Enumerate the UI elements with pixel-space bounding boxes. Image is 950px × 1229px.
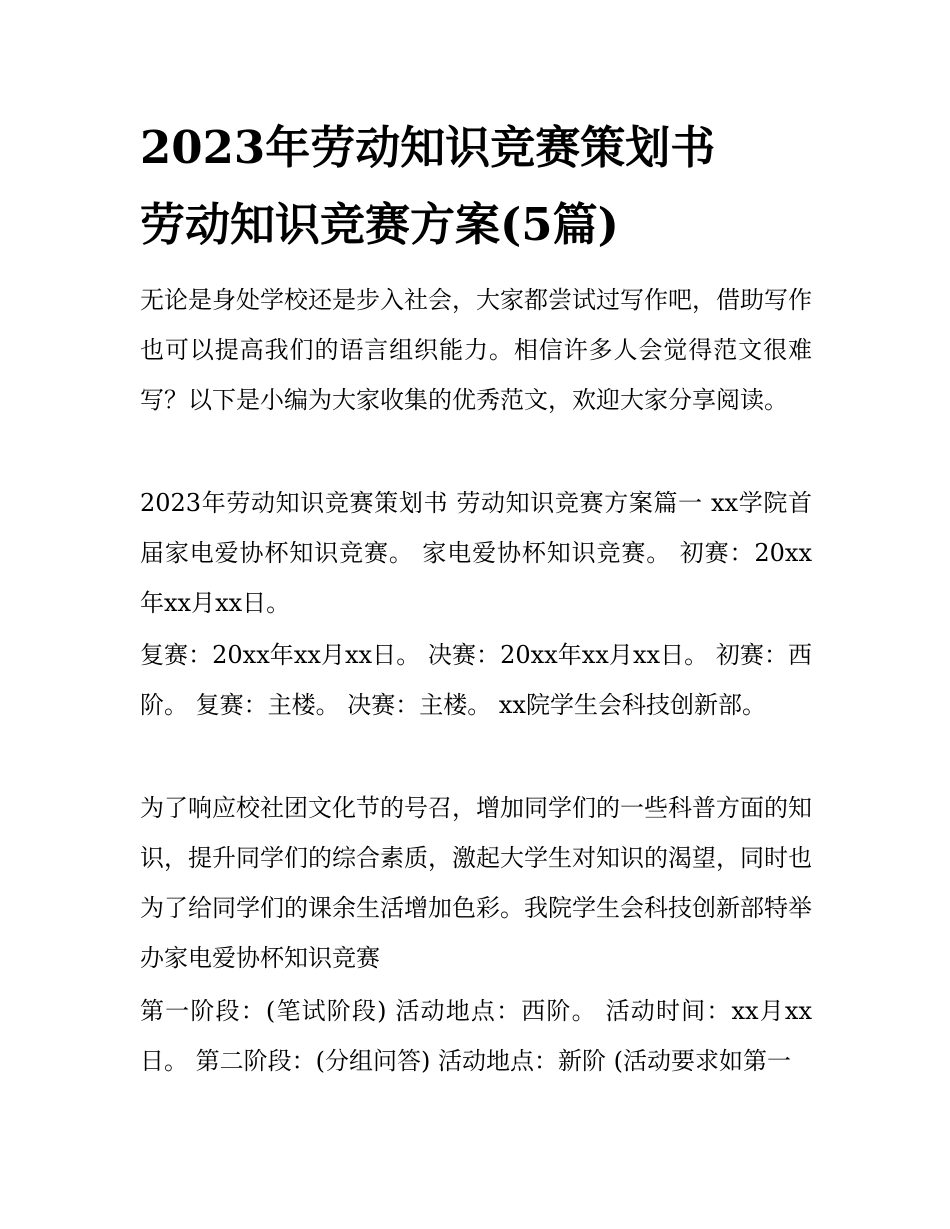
document-title-line-2: 劳动知识竞赛方案(5篇) — [140, 198, 619, 251]
paragraph-schedule: 复赛：20xx年xx月xx日。 决赛：20xx年xx月xx日。 初赛：西阶。 复赛：主楼。 决赛：主楼。 xx院学生会科技创新部。 — [140, 641, 812, 719]
paragraph-competition-intro: 2023年劳动知识竞赛策划书 劳动知识竞赛方案篇一 xx学院首届家电爱协杯知识竞赛。 家电爱协杯知识竞赛。 初赛：20xx年xx月xx日。 — [140, 489, 812, 617]
paragraph-intro: 无论是身处学校还是步入社会，大家都尝试过写作吧，借助写作也可以提高我们的语言组织能力。相信许多人会觉得范文很难写？以下是小编为大家收集的优秀范文，欢迎大家分享阅读。 — [140, 286, 812, 414]
paragraph-purpose: 为了响应校社团文化节的号召，增加同学们的一些科普方面的知识，提升同学们的综合素质，激起大学生对知识的渴望，同时也为了给同学们的课余生活增加色彩。我院学生会科技创新部特举办家电爱协杯知识竞赛 — [140, 794, 812, 972]
paragraph-stages: 第一阶段：(笔试阶段) 活动地点：西阶。 活动时间：xx月xx日。 第二阶段：(分组问答) 活动地点：新阶 (活动要求如第一 — [140, 997, 812, 1075]
document-title-line-1: 2023年劳动知识竞赛策划书 — [140, 121, 716, 174]
